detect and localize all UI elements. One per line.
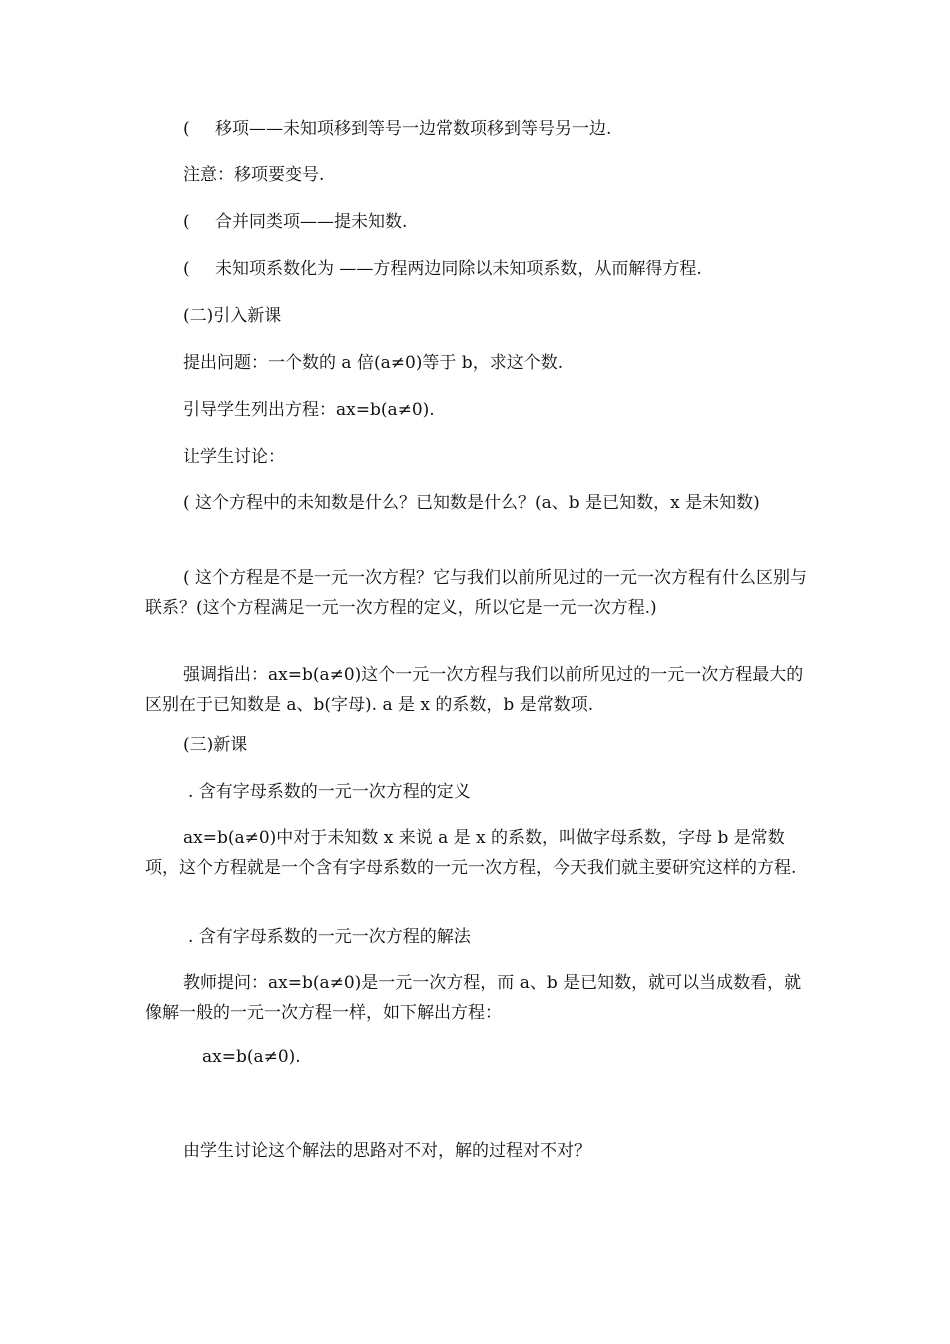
emphasis-paragraph: 强调指出：ax=b(a≠0)这个一元一次方程与我们以前所见过的一元一次方程最大的区别在于已知数是 a、b(字母). a 是 x 的系数，b 是常数项. bbox=[145, 665, 804, 715]
discussion-point-1: ( 这个方程中的未知数是什么？已知数是什么？(a、b 是已知数，x 是未知数) bbox=[183, 493, 760, 513]
closing-question: 由学生讨论这个解法的思路对不对，解的过程对不对？ bbox=[183, 1141, 591, 1161]
note-line: 注意：移项要变号. bbox=[183, 165, 325, 185]
subsection-definition: . 含有字母系数的一元一次方程的定义 bbox=[188, 782, 471, 802]
paren-marker: ( bbox=[183, 212, 190, 232]
step-move-terms bbox=[183, 117, 611, 141]
equation-line: ax=b(a≠0). bbox=[202, 1047, 301, 1067]
discussion-point-2: ( 这个方程是不是一元一次方程？它与我们以前所见过的一元一次方程有什么区别与联系？(这个方程满足一元一次方程的定义，所以它是一元一次方程.) bbox=[145, 568, 808, 618]
section-heading-3: (三)新课 bbox=[183, 735, 248, 755]
step-combine-terms bbox=[183, 210, 407, 234]
section-heading-2: (二)引入新课 bbox=[183, 306, 282, 326]
teacher-question-paragraph: 教师提问：ax=b(a≠0)是一元一次方程，而 a、b 是已知数，就可以当成数看，就像解一般的一元一次方程一样，如下解出方程： bbox=[145, 973, 802, 1023]
paren-marker: ( bbox=[183, 259, 190, 279]
step-text: 合并同类项——提未知数. bbox=[215, 212, 408, 232]
step-coefficient bbox=[183, 257, 702, 281]
equation-intro-line: 引导学生列出方程：ax=b(a≠0). bbox=[183, 400, 435, 420]
step-text: 未知项系数化为 ——方程两边同除以未知项系数，从而解得方程. bbox=[215, 259, 702, 279]
discussion-label: 让学生讨论： bbox=[183, 447, 285, 467]
step-text: 移项——未知项移到等号一边常数项移到等号另一边. bbox=[215, 119, 612, 139]
definition-paragraph: ax=b(a≠0)中对于未知数 x 来说 a 是 x 的系数，叫做字母系数，字母 b 是常数项，这个方程就是一个含有字母系数的一元一次方程，今天我们就主要研究这样的方程. bbox=[145, 828, 797, 878]
paren-marker: ( bbox=[183, 119, 190, 139]
subsection-solution: . 含有字母系数的一元一次方程的解法 bbox=[188, 927, 471, 947]
question-line: 提出问题：一个数的 a 倍(a≠0)等于 b，求这个数. bbox=[183, 353, 564, 373]
